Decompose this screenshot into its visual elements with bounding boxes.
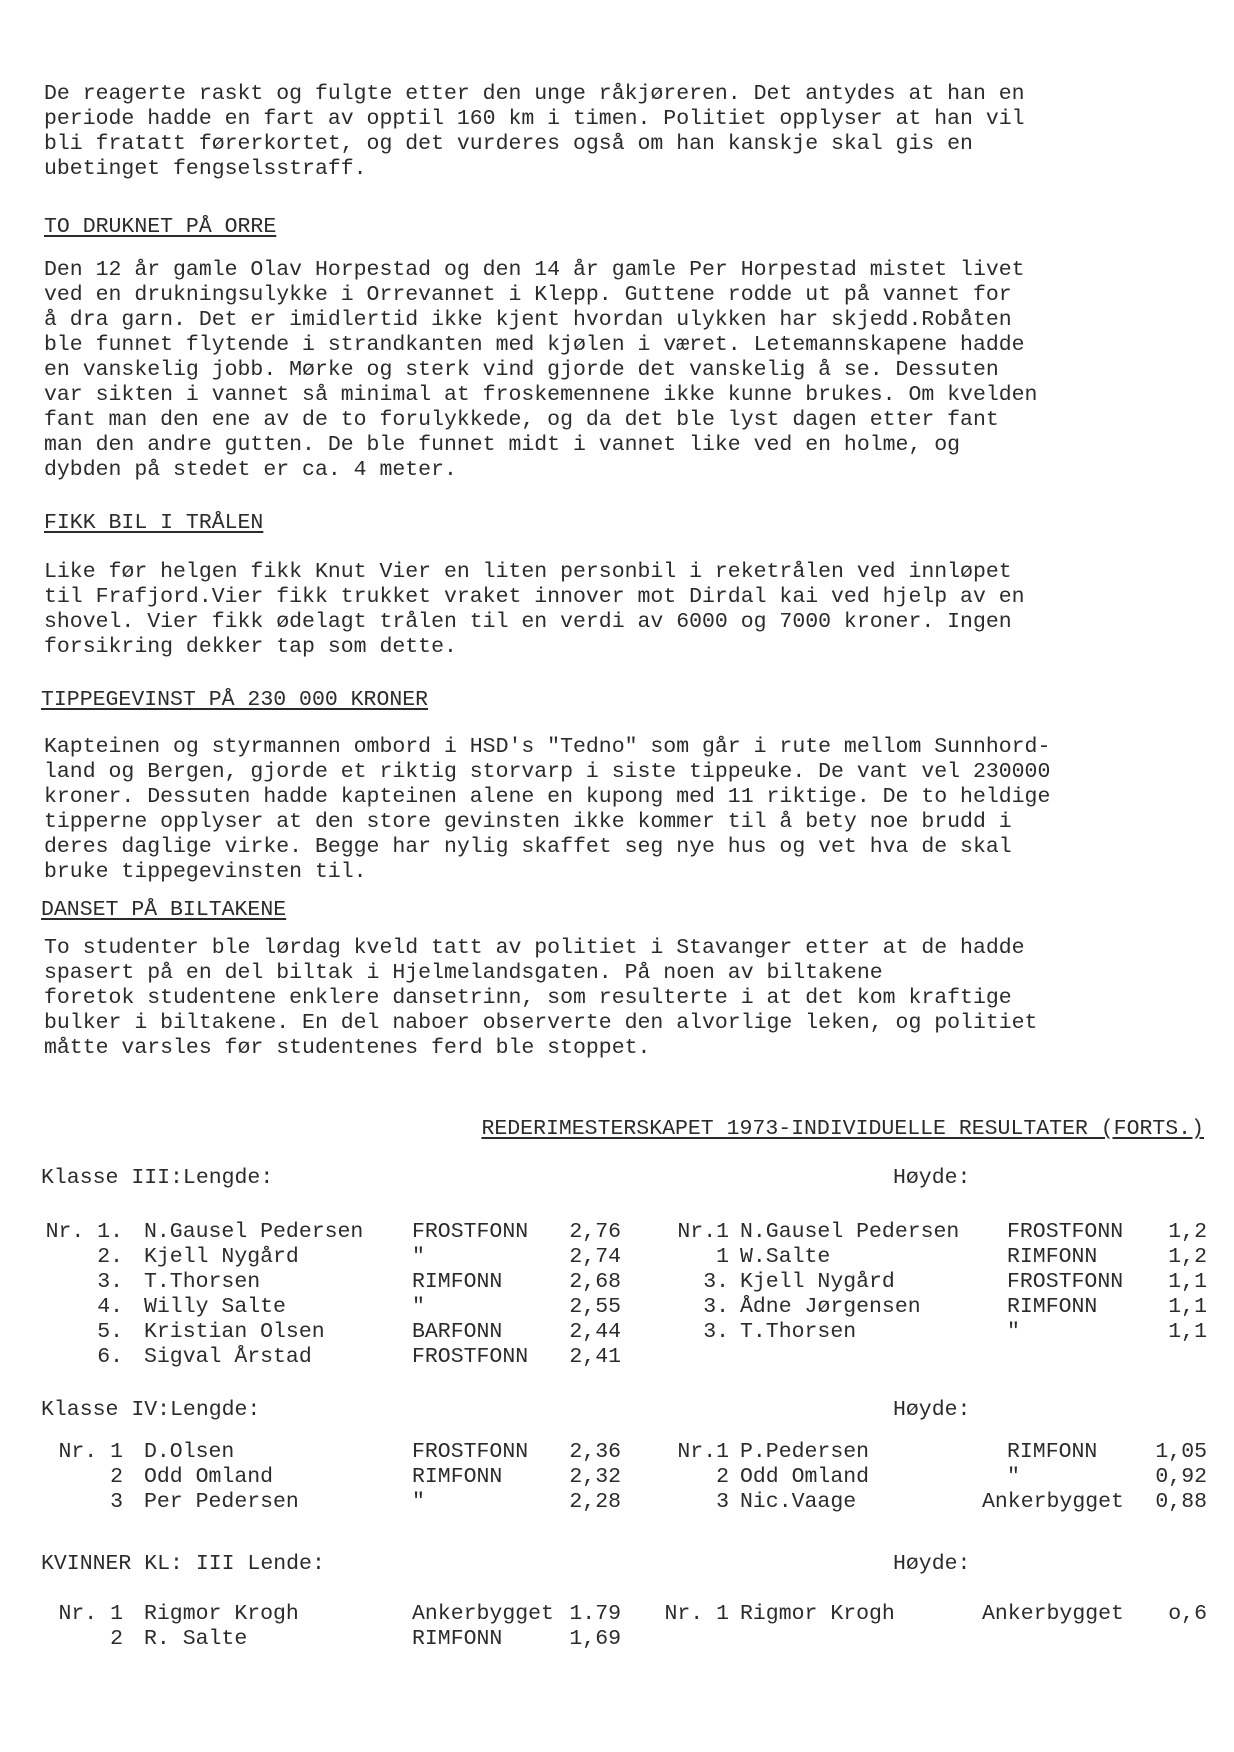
text-line: bli fratatt førerkortet, og det vurderes også om han kanskje skal gis en <box>44 132 973 156</box>
result-club: BARFONN <box>412 1320 503 1344</box>
result-rank: 3 <box>716 1490 729 1514</box>
result-rank: Nr.1 <box>677 1440 729 1464</box>
text-line: ved en drukningsulykke i Orrevannet i Klepp. Guttene rodde ut på vannet for <box>44 283 1012 307</box>
result-club: FROSTFONN <box>412 1220 529 1244</box>
text-line: Kapteinen og styrmannen ombord i HSD's "Tedno" som går i rute mellom Sunnhord- <box>44 735 1051 759</box>
result-name: T.Thorsen <box>740 1320 857 1344</box>
result-rank: Nr. 1. <box>45 1220 123 1244</box>
result-club: RIMFONN <box>1007 1440 1098 1464</box>
result-rank: 2. <box>97 1245 123 1269</box>
result-value: 0,88 <box>1155 1490 1207 1514</box>
result-rank: 3. <box>97 1270 123 1294</box>
result-name: Sigval Årstad <box>144 1345 312 1369</box>
result-name: Rigmor Krogh <box>740 1602 895 1626</box>
result-name: Rigmor Krogh <box>144 1602 299 1626</box>
result-club: FROSTFONN <box>412 1345 529 1369</box>
result-name: W.Salte <box>740 1245 831 1269</box>
text-line: tipperne opplyser at den store gevinsten ikke kommer til å bety noe brudd i <box>44 810 1012 834</box>
result-name: Odd Omland <box>144 1465 274 1489</box>
result-rank: 6. <box>97 1345 123 1369</box>
article-continued-paragraph <box>44 82 1204 182</box>
result-club: Ankerbygget <box>982 1490 1124 1514</box>
text-line: Den 12 år gamle Olav Horpestad og den 14 år gamle Per Horpestad mistet livet <box>44 258 1025 282</box>
result-value: 1,1 <box>1168 1320 1207 1344</box>
text-line: To studenter ble lørdag kveld tatt av politiet i Stavanger etter at de hadde <box>44 936 1025 960</box>
result-name: N.Gausel Pedersen <box>144 1220 364 1244</box>
result-club: " <box>412 1295 425 1319</box>
result-rank: 2 <box>110 1465 123 1489</box>
result-value: 2,55 <box>569 1295 621 1319</box>
results-group-heading: Klasse III:Lengde: <box>41 1166 274 1190</box>
result-club: " <box>412 1245 425 1269</box>
article-heading: FIKK BIL I TRÅLEN <box>44 511 264 535</box>
text-line: deres daglige virke. Begge har nylig skaffet seg nye hus og vet hva de skal <box>44 835 1012 859</box>
result-name: R. Salte <box>144 1627 248 1651</box>
text-line: bulker i biltakene. En del naboer observerte den alvorlige leken, og politiet <box>44 1011 1038 1035</box>
text-line: var sikten i vannet så minimal at froskemennene ikke kunne brukes. Om kvelden <box>44 383 1038 407</box>
text-line: Like før helgen fikk Knut Vier en liten personbil i reketrålen ved innløpet <box>44 560 1012 584</box>
result-club: Ankerbygget <box>412 1602 554 1626</box>
results-group-heading: KVINNER KL: III Lende: <box>41 1552 325 1576</box>
result-value: 2,36 <box>569 1440 621 1464</box>
result-rank: 4. <box>97 1295 123 1319</box>
text-line: ble funnet flytende i strandkanten med kjølen i været. Letemannskapene hadde <box>44 333 1025 357</box>
text-line: en vanskelig jobb. Mørke og sterk vind gjorde det vanskelig å se. Dessuten <box>44 358 999 382</box>
result-value: 1,2 <box>1168 1220 1207 1244</box>
text-line: periode hadde en fart av opptil 160 km i timen. Politiet opplyser at han vil <box>44 107 1025 131</box>
text-line: dybden på stedet er ca. 4 meter. <box>44 458 457 482</box>
text-line: bruke tippegevinsten til. <box>44 860 367 884</box>
result-name: D.Olsen <box>144 1440 235 1464</box>
article-heading: TIPPEGEVINST PÅ 230 000 KRONER <box>41 688 429 712</box>
text-line: ubetinget fengselsstraff. <box>44 157 367 181</box>
result-club: " <box>1007 1320 1020 1344</box>
result-club: Ankerbygget <box>982 1602 1124 1626</box>
result-value: 2,41 <box>569 1345 621 1369</box>
result-name: Willy Salte <box>144 1295 286 1319</box>
text-line: forsikring dekker tap som dette. <box>44 635 457 659</box>
result-name: P.Pedersen <box>740 1440 870 1464</box>
text-line: måtte varsles før studentenes ferd ble stoppet. <box>44 1036 651 1060</box>
result-club: " <box>412 1490 425 1514</box>
result-club: FROSTFONN <box>1007 1220 1124 1244</box>
result-name: Kristian Olsen <box>144 1320 325 1344</box>
result-rank: 2 <box>110 1627 123 1651</box>
results-group-heading: Klasse IV:Lengde: <box>41 1398 261 1422</box>
result-club: FROSTFONN <box>1007 1270 1124 1294</box>
result-rank: Nr.1 <box>677 1220 729 1244</box>
text-line: man den andre gutten. De ble funnet midt i vannet like ved en holme, og <box>44 433 961 457</box>
result-rank: 5. <box>97 1320 123 1344</box>
text-line: til Frafjord.Vier fikk trukket vraket innover mot Dirdal kai ved hjelp av en <box>44 585 1025 609</box>
result-value: 1,69 <box>569 1627 621 1651</box>
result-name: Nic.Vaage <box>740 1490 857 1514</box>
article-paragraph <box>44 258 1204 483</box>
text-line: shovel. Vier fikk ødelagt trålen til en verdi av 6000 og 7000 kroner. Ingen <box>44 610 1012 634</box>
results-height-heading: Høyde: <box>893 1552 971 1576</box>
result-name: Kjell Nygård <box>144 1245 299 1269</box>
result-rank: Nr. 1 <box>58 1440 123 1464</box>
result-name: Odd Omland <box>740 1465 870 1489</box>
result-club: RIMFONN <box>412 1270 503 1294</box>
article-heading: TO DRUKNET PÅ ORRE <box>44 215 277 239</box>
result-club: " <box>1007 1465 1020 1489</box>
text-line: land og Bergen, gjorde et riktig storvarp i siste tippeuke. De vant vel 230000 <box>44 760 1051 784</box>
text-line: De reagerte raskt og fulgte etter den unge råkjøreren. Det antydes at han en <box>44 82 1025 106</box>
result-value: 2,44 <box>569 1320 621 1344</box>
results-title: REDERIMESTERSKAPET 1973-INDIVIDUELLE RESULTATER (FORTS.) <box>481 1117 1204 1141</box>
result-club: RIMFONN <box>1007 1295 1098 1319</box>
result-rank: 1 <box>716 1245 729 1269</box>
result-name: T.Thorsen <box>144 1270 261 1294</box>
result-value: 2,28 <box>569 1490 621 1514</box>
result-name: Per Pedersen <box>144 1490 299 1514</box>
result-club: RIMFONN <box>1007 1245 1098 1269</box>
result-rank: 3. <box>703 1320 729 1344</box>
article-paragraph <box>44 560 1204 660</box>
result-value: 1.79 <box>569 1602 621 1626</box>
text-line: foretok studentene enklere dansetrinn, som resulterte i at det kom kraftige <box>44 986 1012 1010</box>
result-rank: Nr. 1 <box>664 1602 729 1626</box>
result-rank: 3. <box>703 1295 729 1319</box>
result-value: 0,92 <box>1155 1465 1207 1489</box>
article-paragraph <box>44 936 1204 1061</box>
result-value: 1,2 <box>1168 1245 1207 1269</box>
result-value: 2,74 <box>569 1245 621 1269</box>
result-name: N.Gausel Pedersen <box>740 1220 960 1244</box>
result-rank: 3. <box>703 1270 729 1294</box>
result-value: 2,68 <box>569 1270 621 1294</box>
result-value: 2,32 <box>569 1465 621 1489</box>
result-value: 1,1 <box>1168 1270 1207 1294</box>
result-rank: 3 <box>110 1490 123 1514</box>
text-line: spasert på en del biltak i Hjelmelandsgaten. På noen av biltakene <box>44 961 883 985</box>
result-value: 2,76 <box>569 1220 621 1244</box>
results-height-heading: Høyde: <box>893 1166 971 1190</box>
result-value: 1,05 <box>1155 1440 1207 1464</box>
result-name: Ådne Jørgensen <box>740 1295 921 1319</box>
text-line: kroner. Dessuten hadde kapteinen alene en kupong med 11 riktige. De to heldige <box>44 785 1051 809</box>
result-rank: 2 <box>716 1465 729 1489</box>
text-line: å dra garn. Det er imidlertid ikke kjent hvordan ulykken har skjedd.Robåten <box>44 308 1012 332</box>
result-name: Kjell Nygård <box>740 1270 895 1294</box>
result-value: o,6 <box>1168 1602 1207 1626</box>
text-line: fant man den ene av de to forulykkede, og da det ble lyst dagen etter fant <box>44 408 999 432</box>
results-height-heading: Høyde: <box>893 1398 971 1422</box>
result-club: RIMFONN <box>412 1627 503 1651</box>
result-club: FROSTFONN <box>412 1440 529 1464</box>
result-rank: Nr. 1 <box>58 1602 123 1626</box>
result-club: RIMFONN <box>412 1465 503 1489</box>
result-value: 1,1 <box>1168 1295 1207 1319</box>
article-heading: DANSET PÅ BILTAKENE <box>41 898 287 922</box>
article-paragraph <box>44 735 1204 885</box>
